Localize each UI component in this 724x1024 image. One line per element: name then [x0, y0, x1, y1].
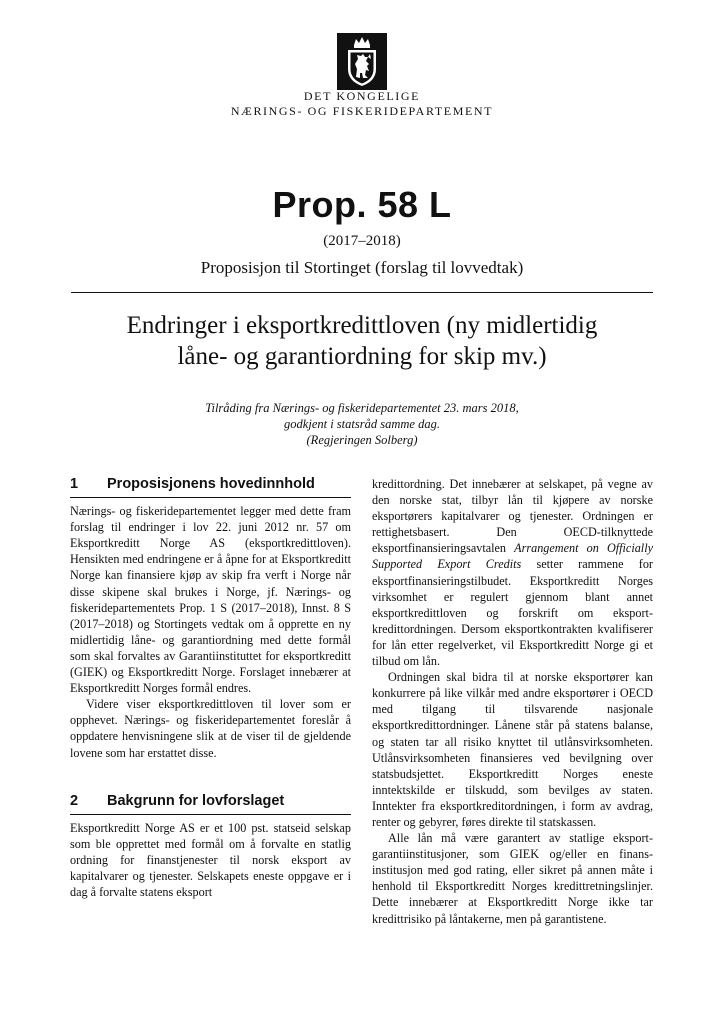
- title-divider: [71, 292, 653, 293]
- paragraph-continued: Eksportkreditt Norge AS er et 100 pst. statseid selskap som ble opprettet med formål om å forvalte en statlig ordning for finanstjenester til norsk eksport av kapitalvarer og tjenester. Selskapets eneste oppgave er i dag å forvalte statens eksport: [70, 820, 351, 900]
- paragraph-text: setter rammene for eksportfinansieringstilbudet. Eksportkreditt Norges virksomhet er regulert gjennom blant annet eksportkredittloven og forskrift om eksportkredittordningen. Dersom eksportkontrakten kvalifiserer for lån etter regelverket, vil Eksportkreditt Norge gi et tilbud om lån.: [372, 557, 653, 669]
- approval-note: [0, 400, 724, 448]
- section-number: 2: [70, 792, 79, 809]
- paragraph-text: kredittordning. Det innebærer at selskapet, på vegne av den norske stat, tilbyr lån til kjøpere av norske eksportørers kapitalvarer og tjenester. Ordningen er rettighetsbasert. Den OECD-tilknyttede eksportfinansieringsavtalen: [372, 477, 653, 556]
- section-heading-2: [70, 793, 351, 815]
- agreement-title: Arrangement on Officially Supported Export Credits: [372, 541, 653, 572]
- left-column: [70, 476, 351, 900]
- paragraph: Videre viser eksportkredittloven til lover som er opphevet. Nærings- og fiskeridepartementet foreslår å oppdatere henvisningene slik at de viser til de gjeldende lovene som har erstattet disse.: [70, 697, 351, 760]
- paragraph: Nærings- og fiskeridepartementet legger med dette fram forslag til endringer i lov 22. juni 2012 nr. 57 om Eksportkreditt Norge AS (eksportkredittloven). Hensikten med endringene er å åpne for at Eksportkreditt Norge kan finansiere kjøp av skip fra verft i Norge når disse skipene skal brukes i Norge, jf. Nærings- og fiskeridepartementets Prop. 1 S (2017–2018), Innst. 8 S (2017–2018) og Stortingets vedtak om å opprette en ny midlertidig låne- og garantiordning med dette formål som skal forvaltes av Garantiinstituttet for eksportkreditt (GIEK) og Eksportkreditt Norge. Forslaget innebærer at Eksportkreditt Norges formål endres.: [70, 504, 351, 696]
- prop-subtitle: Proposisjon til Stortinget (forslag til lovvedtak): [200, 258, 524, 277]
- document-title: [71, 310, 653, 372]
- session-years: (2017–2018): [323, 233, 401, 249]
- section-number: 1: [70, 476, 79, 492]
- right-column: [372, 476, 653, 927]
- paragraph: Alle lån må være garantert av statlige eksportgarantiinstitusjoner, som GIEK og/eller en finansinstitusjon med god rating, eller sikret på annen måte i henhold til Eksportkreditt Norges kredittretningslinjer. Dette innebærer at Eksportkreditt Norge ikke tar kredittrisiko på låntakerne, men på garantistene.: [372, 831, 653, 926]
- section-title: Proposisjonens hovedinnhold: [107, 476, 315, 492]
- ministry-name-line2: NÆRINGS- OG FISKERIDEPARTEMENT: [230, 104, 494, 118]
- ministry-name-line1: DET KONGELIGE: [303, 89, 421, 103]
- section-title: Bakgrunn for lovforslaget: [107, 792, 285, 809]
- document-title-line2: låne- og garantiordning for skip mv.): [177, 343, 547, 370]
- paragraph-continuation: [372, 476, 653, 669]
- approval-line1: Tilråding fra Nærings- og fiskeridepartementet 23. mars 2018,: [205, 401, 519, 415]
- approval-line3: (Regjeringen Solberg): [306, 433, 418, 447]
- prop-title: Prop. 58 L: [272, 184, 452, 225]
- norwegian-royal-lion-crest-icon: [337, 33, 387, 90]
- section-heading-1: [70, 476, 351, 498]
- paragraph: Ordningen skal bidra til at norske eksportører kan konkurrere på like vilkår med andre eksportører i OECD med tilgang til tilsvarende nasjonale eksportkredittordninger. Lånene står på statens balanse, og staten tar all risiko knyttet til utlånsvirksomheten. Utlånsvirksomheten finansieres ved bevilgning over statsbudsjettet. Eksportkreditt Norges eneste inntektskilde er tilskudd, som bevilges av staten. Inntekter fra eksportkreditordningen, i form av avdrag, renter og gebyrer, føres direkte til statskassen.: [372, 670, 653, 829]
- document-title-line1: Endringer i eksportkredittloven (ny midlertidig: [126, 312, 598, 339]
- approval-line2: godkjent i statsråd samme dag.: [284, 417, 440, 431]
